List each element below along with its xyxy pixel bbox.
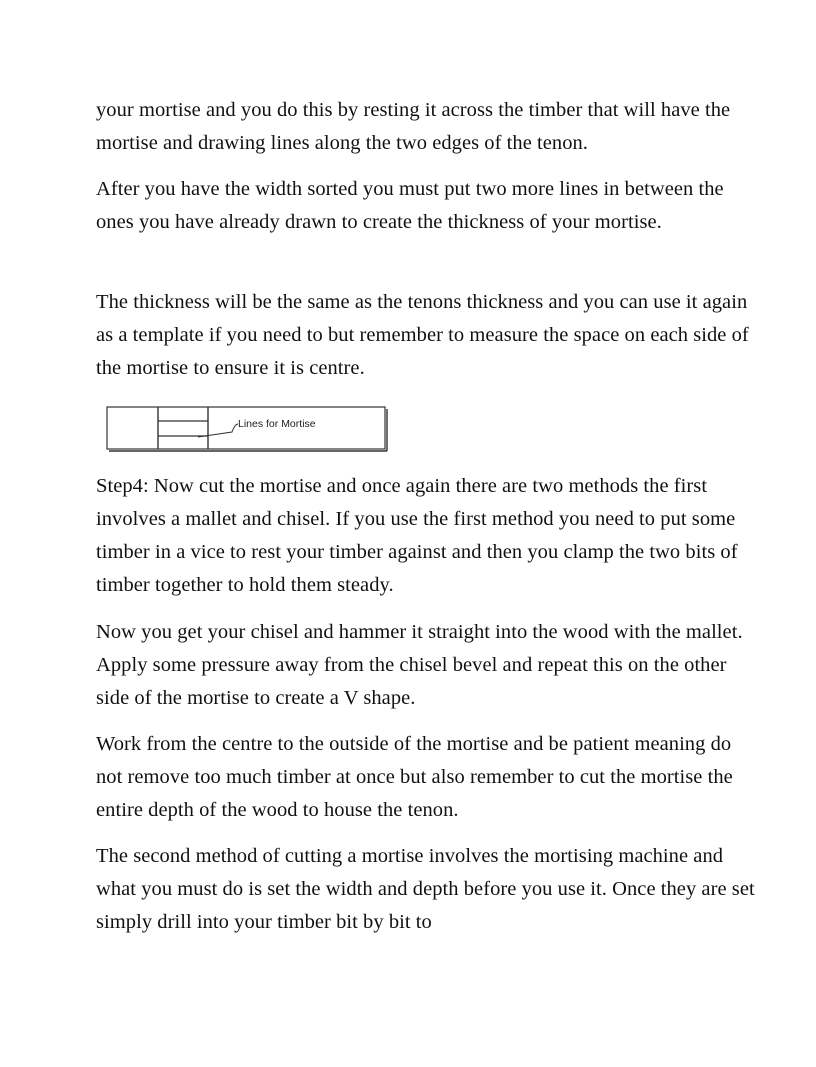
paragraph-centre-mortise: The thickness will be the same as the tenons thickness and you can use it again as a template if you need to but remember to measure the space on each side of the mortise to ensure it is centre. [96,291,749,379]
label-leader-line [198,424,238,437]
mortise-lines-diagram [106,406,388,452]
paragraph-marking-width: your mortise and you do this by resting it across the timber that will have the mortise and drawing lines along the two edges of the tenon. [96,99,731,154]
mortise-lines-drawing [106,406,388,452]
paragraph-chisel-method: Now you get your chisel and hammer it straight into the wood with the mallet. Apply some pressure away from the chisel bevel and repeat this on the other side of the mortise to create a V shape. [96,621,743,709]
paragraph-work-from-centre: Work from the centre to the outside of the mortise and be patient meaning do not remove too much timber at once but also remember to cut the mortise the entire depth of the wood to house the tenon. [96,733,733,821]
paragraph-mortising-machine: The second method of cutting a mortise involves the mortising machine and what you must do is set the width and depth before you use it. Once they are set simply drill into your timber bit by bit to [96,845,755,933]
paragraph-thickness-lines: After you have the width sorted you must put two more lines in between the ones you have already drawn to create the thickness of your mortise. [96,178,724,233]
figure-label: Lines for Mortise [238,418,316,430]
paragraph-step4: Step4: Now cut the mortise and once again there are two methods the first involves a mallet and chisel. If you use the first method you need to put some timber in a vice to rest your timber against and then you clamp the two bits of timber together to hold them steady. [96,475,738,596]
